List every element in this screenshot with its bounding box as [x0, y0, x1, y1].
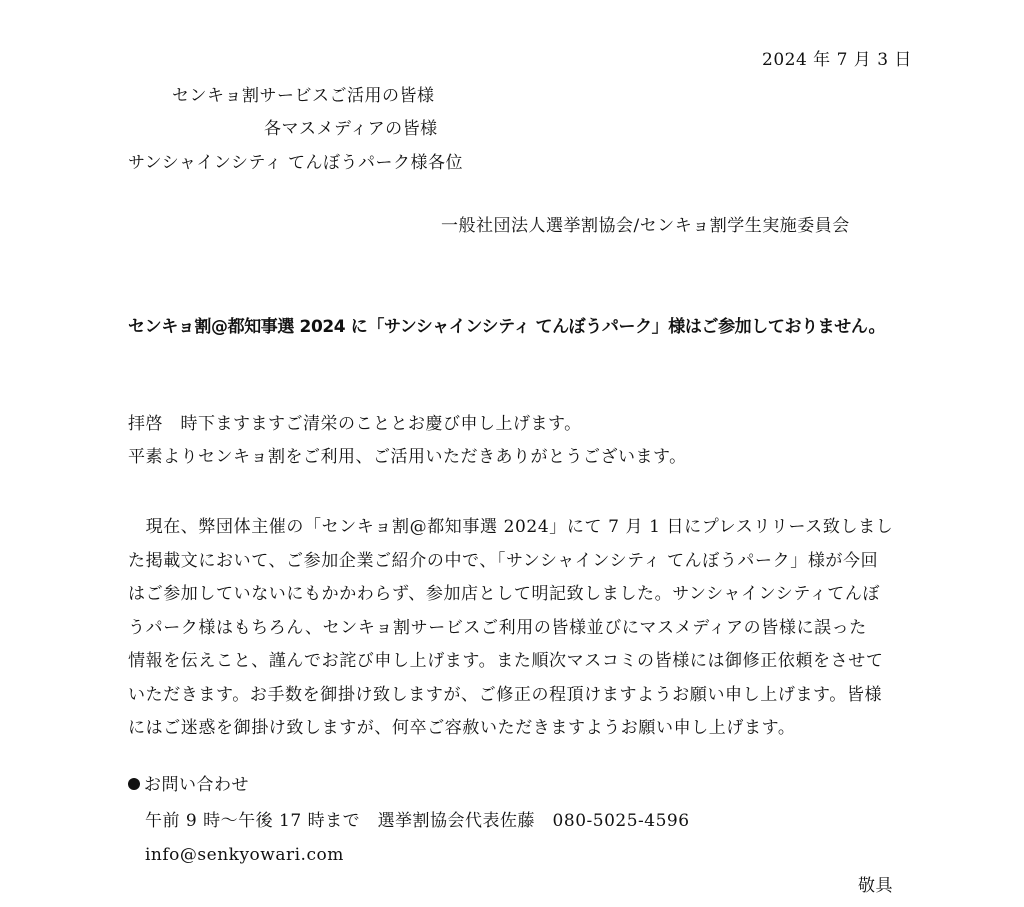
letter-title: センキョ割@都知事選 2024 に「サンシャインシティ てんぼうパーク」様はご参加しておりません。 — [128, 317, 886, 337]
recipient-line: センキョ割サービスご活用の皆様 — [172, 86, 435, 106]
body-line: た掲載文において、ご参加企業ご紹介の中で、「サンシャインシティ てんぼうパーク」様が今回 — [128, 550, 879, 571]
contact-email: info@senkyowari.com — [145, 845, 344, 865]
recipient-line: 各マスメディアの皆様 — [264, 119, 438, 139]
greeting-line: 拝啓 時下ますますご清栄のこととお慶び申し上げます。 — [128, 414, 582, 434]
contact-hours: 午前 9 時～午後 17 時まで 選挙割協会代表佐藤 080-5025-4596 — [145, 811, 690, 831]
body-paragraph — [128, 511, 908, 746]
body-line: にはご迷惑を御掛け致しますが、何卒ご容赦いただきますようお願い申し上げます。 — [128, 718, 796, 738]
sender-name: 一般社団法人選挙割協会/センキョ割学生実施委員会 — [441, 216, 850, 236]
greeting-line: 平素よりセンキョ割をご利用、ご活用いただきありがとうございます。 — [128, 447, 687, 467]
body-line: はご参加していないにもかかわらず、参加店として明記致しました。サンシャインシティてんぼ — [128, 584, 881, 604]
contact-heading — [128, 774, 249, 796]
contact-heading-label: お問い合わせ — [144, 775, 249, 795]
bullet-icon — [128, 778, 140, 790]
body-line: いただきます。お手数を御掛け致しますが、ご修正の程頂けますようお願い申し上げます。皆様 — [128, 684, 883, 705]
body-line: うパーク様はもちろん、センキョ割サービスご利用の皆様並びにマスメディアの皆様に誤った — [128, 617, 867, 638]
body-line: 現在、弊団体主催の「センキョ割@都知事選 2024」にて 7 月 1 日にプレスリリース致しまし — [128, 517, 894, 537]
letter-date: 2024 年 7 月 3 日 — [762, 50, 912, 70]
closing-word: 敬具 — [858, 876, 893, 896]
recipient-line: サンシャインシティ てんぼうパーク様各位 — [128, 153, 464, 173]
body-line: 情報を伝えこと、謹んでお詫び申し上げます。また順次マスコミの皆様には御修正依頼をさせて — [128, 651, 884, 671]
